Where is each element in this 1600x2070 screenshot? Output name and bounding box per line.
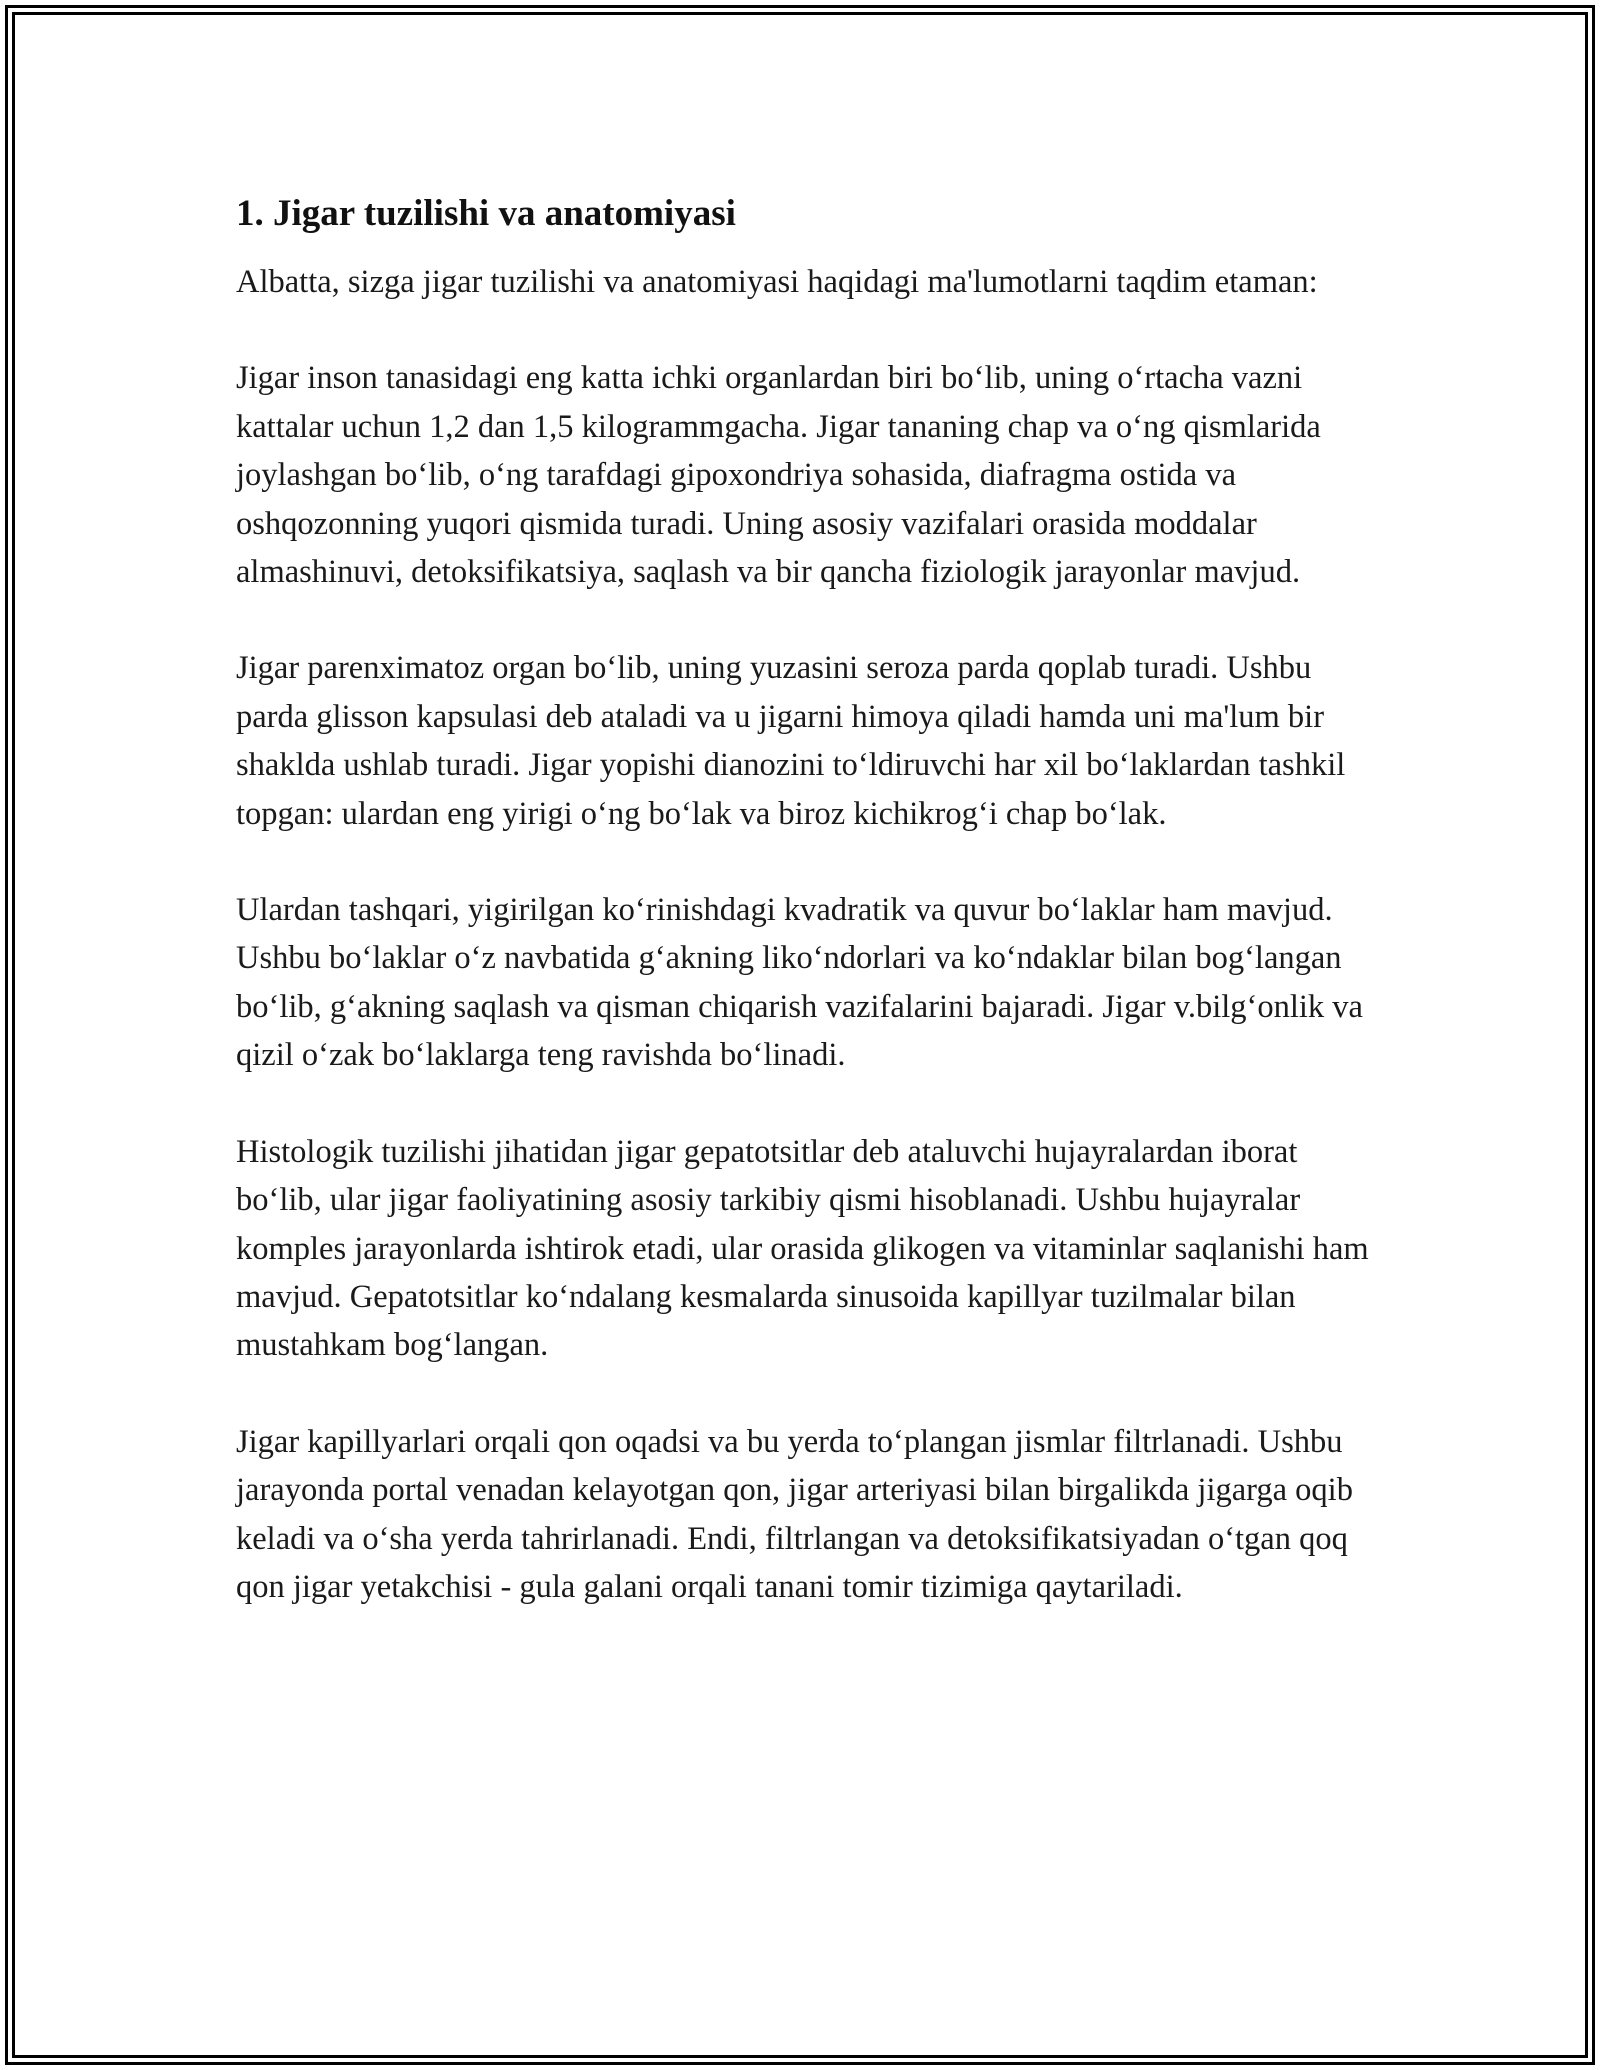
paragraph-liver-capsule: Jigar parenximatoz organ bo‘lib, uning yuzasini seroza parda qoplab turadi. Ushbu parda glisson kapsulasi deb ataladi va u jigarni himoya qiladi hamda uni ma'lum bir shaklda ushlab turadi. Jigar yopishi dianozini to‘ldiruvchi har xil bo‘laklardan tashkil topgan: ulardan eng yirigi o‘ng bo‘lak va biroz kichikrog‘i chap bo‘lak. xyxy=(236,650,1346,832)
paragraph-blood-filtration: Jigar kapillyarlari orqali qon oqadsi va bu yerda to‘plangan jismlar filtrlanadi. Ushbu jarayonda portal venadan kelayotgan qon, jigar arteriyasi bilan birgalikda jigarga oqib keladi va o‘sha yerda tahrirlanadi. Endi, filtrlangan va detoksifikatsiyadan o‘tgan qoq qon jigar yetakchisi - gula galani orqali tanani tomir tizimiga qaytariladi. xyxy=(236,1423,1353,1605)
paragraph-intro: Albatta, sizga jigar tuzilishi va anatomiyasi haqidagi ma'lumotlarni taqdim etaman: xyxy=(236,264,1318,300)
document-paragraphs xyxy=(236,258,1376,1611)
paragraph-liver-lobes: Ulardan tashqari, yigirilgan ko‘rinishdagi kvadratik va quvur bo‘laklar ham mavjud. Ushbu bo‘laklar o‘z navbatida g‘akning liko‘ndorlari va ko‘ndaklar bilan bog‘langan bo‘lib, g‘akning saqlash va qisman chiqarish vazifalarini bajaradi. Jigar v.bilg‘onlik va qizil o‘zak bo‘laklarga teng ravishda bo‘linadi. xyxy=(236,892,1363,1074)
document-title: 1. Jigar tuzilishi va anatomiyasi xyxy=(236,193,736,234)
paragraph-histology: Histologik tuzilishi jihatidan jigar gepatotsitlar deb ataluvchi hujayralardan iborat bo‘lib, ular jigar faoliyatining asosiy tarkibiy qismi hisoblanadi. Ushbu hujayralar komples jarayonlarda ishtirok etadi, ular orasida glikogen va vitaminlar saqlanishi ham mavjud. Gepatotsitlar ko‘ndalang kesmalarda sinusoida kapillyar tuzilmalar bilan mustahkam bog‘langan. xyxy=(236,1133,1369,1364)
paragraph-liver-location: Jigar inson tanasidagi eng katta ichki organlardan biri bo‘lib, uning o‘rtacha vazni kattalar uchun 1,2 dan 1,5 kilogrammgacha. Jigar tananing chap va o‘ng qismlarida joylashgan bo‘lib, o‘ng tarafdagi gipoxondriya sohasida, diafragma ostida va oshqozonning yuqori qismida turadi. Uning asosiy vazifalari orasida moddalar almashinuvi, detoksifikatsiya, saqlash va bir qancha fiziologik jarayonlar mavjud. xyxy=(236,360,1321,591)
document-body xyxy=(236,188,1376,1659)
